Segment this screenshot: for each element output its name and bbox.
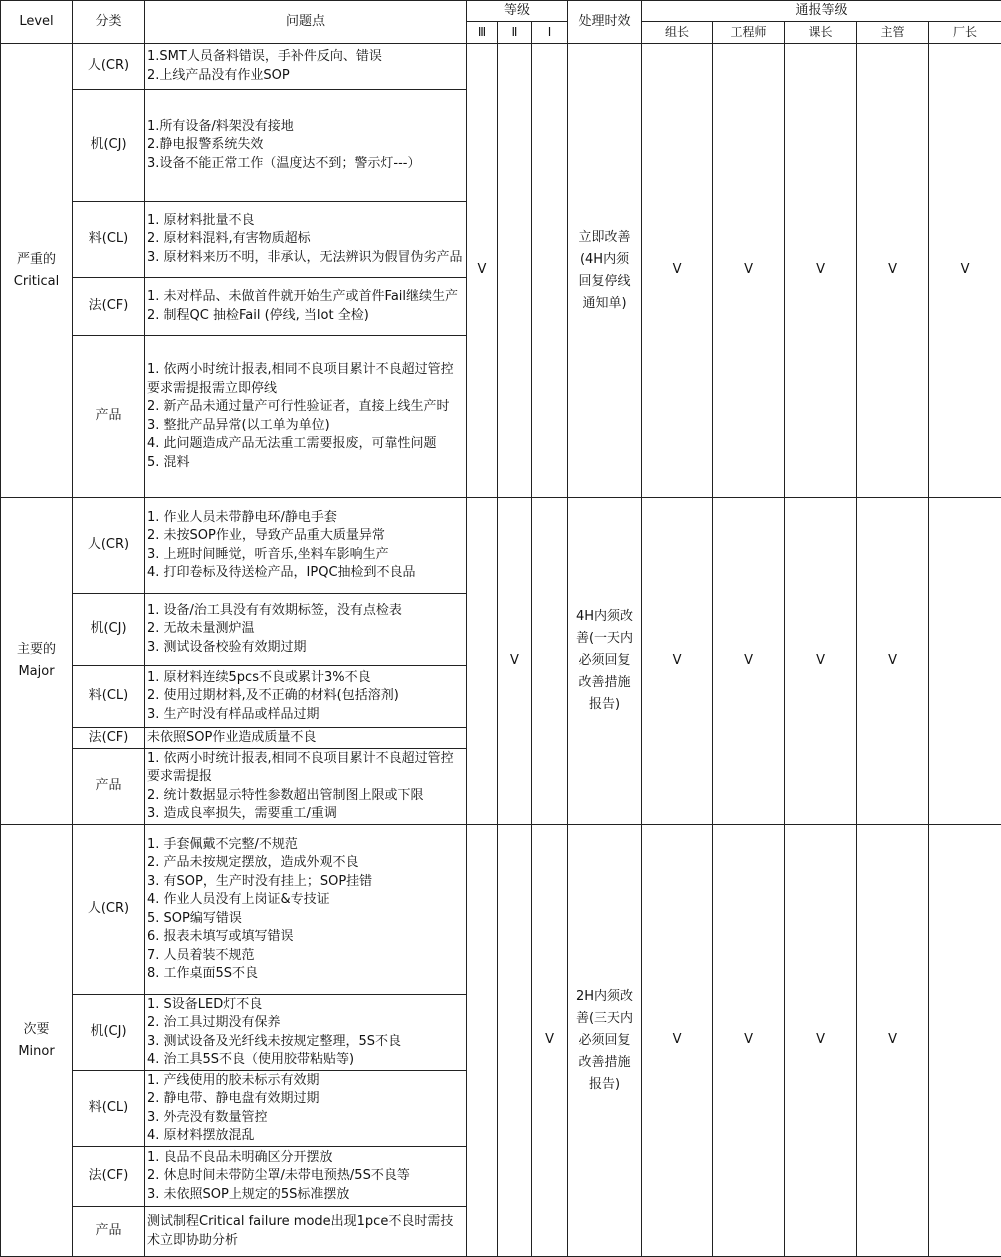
issue-item: 2. 使用过期材料,及不正确的材料(包括溶剂) xyxy=(147,687,464,706)
header-notify: 通报等级 xyxy=(642,1,1001,22)
issue-item: 3. 原材料来历不明，非承认，无法辨识为假冒伪劣产品 xyxy=(147,249,464,268)
grade-mark-cell xyxy=(498,44,532,498)
issue-item: 3. 造成良率损失，需要重工/重调 xyxy=(147,805,464,824)
grade-mark-cell xyxy=(532,498,568,825)
handling-time-line: (4H内须 xyxy=(570,249,639,271)
issue-item: 3. 生产时没有样品或样品过期 xyxy=(147,706,464,725)
issue-item: 4. 作业人员没有上岗证&专技证 xyxy=(147,891,464,910)
issue-item: 4. 打印卷标及待送检产品，IPQC抽检到不良品 xyxy=(147,564,464,583)
header-grade: 等级 xyxy=(467,1,568,22)
issue-item: 5. 混料 xyxy=(147,454,464,473)
grade-mark-cell xyxy=(467,825,498,1257)
handling-time-line: 改善措施 xyxy=(570,1052,639,1074)
issue-item: 4. 此问题造成产品无法重工需要报废，可靠性问题 xyxy=(147,435,464,454)
handling-time-cell xyxy=(568,498,642,825)
notify-mark-cell: V xyxy=(713,44,785,498)
issue-item: 1. 产线使用的胶未标示有效期 xyxy=(147,1072,464,1091)
issue-item: 1. 依两小时统计报表,相同不良项目累计不良超过管控要求需提报 xyxy=(147,750,464,787)
issue-item: 1. 未对样品、未做首件就开始生产或首件Fail继续生产 xyxy=(147,288,464,307)
issue-cell xyxy=(145,825,467,995)
level-cell xyxy=(1,825,73,1257)
header-row-1 xyxy=(1,1,1001,22)
level-name-cn: 严重的 xyxy=(3,249,70,271)
category-cell: 人(CR) xyxy=(73,44,145,90)
notify-mark-cell: V xyxy=(713,498,785,825)
category-cell: 法(CF) xyxy=(73,278,145,336)
category-cell: 机(CJ) xyxy=(73,90,145,202)
issue-cell xyxy=(145,1207,467,1257)
handling-time-line: 善(一天内 xyxy=(570,628,639,650)
category-cell: 料(CL) xyxy=(73,666,145,728)
notify-col-engineer: 工程师 xyxy=(713,22,785,44)
handling-time-line: 2H内须改 xyxy=(570,986,639,1008)
grade-mark-cell: V xyxy=(467,44,498,498)
issue-item: 4. 原材料摆放混乱 xyxy=(147,1127,464,1146)
issue-item: 测试制程Critical failure mode出现1pce不良时需技术立即协助分析 xyxy=(147,1213,464,1250)
issue-cell xyxy=(145,44,467,90)
grade-col-3: Ⅲ xyxy=(467,22,498,44)
issue-cell xyxy=(145,666,467,728)
issue-item: 2. 新产品未通过量产可行性验证者，直接上线生产时 xyxy=(147,398,464,417)
category-cell: 人(CR) xyxy=(73,498,145,594)
category-cell: 料(CL) xyxy=(73,1071,145,1147)
category-cell: 人(CR) xyxy=(73,825,145,995)
level-cell xyxy=(1,44,73,498)
notify-mark-cell: V xyxy=(785,44,857,498)
grade-mark-cell: V xyxy=(498,498,532,825)
notify-mark-cell: V xyxy=(857,498,929,825)
issue-item: 1. 原材料批量不良 xyxy=(147,212,464,231)
level-name-en: Minor xyxy=(3,1041,70,1063)
table-row xyxy=(1,44,1001,90)
level-name-en: Critical xyxy=(3,271,70,293)
notify-mark-cell xyxy=(929,498,1001,825)
issue-item: 2. 未按SOP作业，导致产品重大质量异常 xyxy=(147,527,464,546)
grade-mark-cell xyxy=(498,825,532,1257)
category-cell: 机(CJ) xyxy=(73,995,145,1071)
category-cell: 法(CF) xyxy=(73,728,145,749)
issue-cell xyxy=(145,498,467,594)
category-cell: 机(CJ) xyxy=(73,594,145,666)
handling-time-cell xyxy=(568,44,642,498)
header-time: 处理时效 xyxy=(568,1,642,44)
issue-item: 6. 报表未填写或填写错误 xyxy=(147,928,464,947)
grade-mark-cell: V xyxy=(532,825,568,1257)
issue-item: 4. 治工具5S不良（使用胶带粘贴等) xyxy=(147,1051,464,1070)
category-cell: 产品 xyxy=(73,336,145,498)
notify-mark-cell: V xyxy=(785,498,857,825)
issue-item: 7. 人员着装不规范 xyxy=(147,947,464,966)
issue-cell xyxy=(145,202,467,278)
issue-cell xyxy=(145,1071,467,1147)
issue-item: 1. 作业人员未带静电环/静电手套 xyxy=(147,509,464,528)
table-row xyxy=(1,498,1001,594)
notify-col-team-leader: 组长 xyxy=(642,22,713,44)
issue-cell xyxy=(145,594,467,666)
grade-col-1: Ⅰ xyxy=(532,22,568,44)
issue-item: 3.设备不能正常工作（温度达不到；警示灯---） xyxy=(147,155,464,174)
handling-time-cell xyxy=(568,825,642,1257)
handling-time-line: 改善措施 xyxy=(570,672,639,694)
issue-cell xyxy=(145,995,467,1071)
notify-col-section-chief: 课长 xyxy=(785,22,857,44)
issue-item: 3. 整批产品异常(以工单为单位) xyxy=(147,417,464,436)
issue-item: 2. 静电带、静电盘有效期过期 xyxy=(147,1090,464,1109)
issue-cell xyxy=(145,336,467,498)
notify-mark-cell: V xyxy=(857,44,929,498)
issue-item: 2. 产品未按规定摆放，造成外观不良 xyxy=(147,854,464,873)
header-issue: 问题点 xyxy=(145,1,467,44)
issue-item: 5. SOP编写错误 xyxy=(147,910,464,929)
issue-item: 3. 未依照SOP上规定的5S标准摆放 xyxy=(147,1186,464,1205)
issue-cell xyxy=(145,278,467,336)
category-cell: 法(CF) xyxy=(73,1147,145,1207)
notify-mark-cell: V xyxy=(642,44,713,498)
issue-item: 8. 工作桌面5S不良 xyxy=(147,965,464,984)
category-cell: 产品 xyxy=(73,749,145,825)
issue-item: 1.所有设备/料架没有接地 xyxy=(147,118,464,137)
issue-item: 1. 手套佩戴不完整/不规范 xyxy=(147,836,464,855)
category-cell: 产品 xyxy=(73,1207,145,1257)
handling-time-line: 报告) xyxy=(570,694,639,716)
grade-mark-cell xyxy=(532,44,568,498)
level-name-cn: 次要 xyxy=(3,1019,70,1041)
issue-item: 2. 统计数据显示特性参数超出管制图上限或下限 xyxy=(147,787,464,806)
level-name-cn: 主要的 xyxy=(3,639,70,661)
issue-item: 未依照SOP作业造成质量不良 xyxy=(147,729,464,748)
notify-mark-cell: V xyxy=(929,44,1001,498)
handling-time-line: 报告) xyxy=(570,1074,639,1096)
issue-item: 1. 设备/治工具没有有效期标签，没有点检表 xyxy=(147,602,464,621)
issue-item: 2. 原材料混料,有害物质超标 xyxy=(147,230,464,249)
issue-item: 1. S设备LED灯不良 xyxy=(147,996,464,1015)
issue-item: 1. 良品不良品未明确区分开摆放 xyxy=(147,1149,464,1168)
issue-item: 3. 测试设备校验有效期过期 xyxy=(147,639,464,658)
issue-item: 3. 外壳没有数量管控 xyxy=(147,1109,464,1128)
issue-item: 1.SMT人员备料错误，手补件反向、错误 xyxy=(147,48,464,67)
level-name-en: Major xyxy=(3,661,70,683)
notify-mark-cell xyxy=(929,825,1001,1257)
level-cell xyxy=(1,498,73,825)
notify-mark-cell: V xyxy=(785,825,857,1257)
grade-mark-cell xyxy=(467,498,498,825)
issue-item: 1. 原材料连续5pcs不良或累计3%不良 xyxy=(147,669,464,688)
issue-cell xyxy=(145,1147,467,1207)
issue-item: 2.静电报警系统失效 xyxy=(147,136,464,155)
issue-item: 2.上线产品没有作业SOP xyxy=(147,67,464,86)
handling-time-line: 立即改善 xyxy=(570,227,639,249)
issue-item: 1. 依两小时统计报表,相同不良项目累计不良超过管控要求需提报需立即停线 xyxy=(147,361,464,398)
issue-cell xyxy=(145,728,467,749)
header-level: Level xyxy=(1,1,73,44)
header-category: 分类 xyxy=(73,1,145,44)
notify-col-supervisor: 主管 xyxy=(857,22,929,44)
issue-item: 3. 有SOP，生产时没有挂上；SOP挂错 xyxy=(147,873,464,892)
handling-time-line: 通知单) xyxy=(570,293,639,315)
handling-time-line: 4H内须改 xyxy=(570,606,639,628)
handling-time-line: 善(三天内 xyxy=(570,1008,639,1030)
handling-time-line: 回复停线 xyxy=(570,271,639,293)
table-row xyxy=(1,825,1001,995)
issue-item: 2. 治工具过期没有保养 xyxy=(147,1014,464,1033)
notify-mark-cell: V xyxy=(642,825,713,1257)
notify-mark-cell: V xyxy=(642,498,713,825)
notify-col-factory-manager: 厂长 xyxy=(929,22,1001,44)
grade-col-2: Ⅱ xyxy=(498,22,532,44)
issue-item: 2. 无故未量测炉温 xyxy=(147,620,464,639)
issue-item: 3. 测试设备及光纤线未按规定整理，5S不良 xyxy=(147,1033,464,1052)
handling-time-line: 必须回复 xyxy=(570,650,639,672)
issue-item: 2. 制程QC 抽检Fail (停线, 当lot 全检) xyxy=(147,307,464,326)
notify-mark-cell: V xyxy=(857,825,929,1257)
issue-cell xyxy=(145,90,467,202)
handling-time-line: 必须回复 xyxy=(570,1030,639,1052)
notify-mark-cell: V xyxy=(713,825,785,1257)
issue-item: 2. 休息时间未带防尘罩/未带电预热/5S不良等 xyxy=(147,1167,464,1186)
issue-item: 3. 上班时间睡觉，听音乐,坐料车影响生产 xyxy=(147,546,464,565)
issue-cell xyxy=(145,749,467,825)
category-cell: 料(CL) xyxy=(73,202,145,278)
